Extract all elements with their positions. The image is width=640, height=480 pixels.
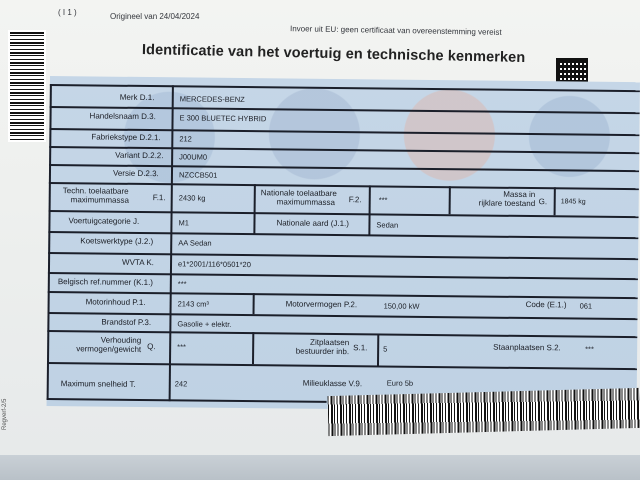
nationale-toel-label: Nationale toelaatbare maximummassa [260, 188, 337, 207]
verhouding-code: Q. [147, 342, 156, 352]
barcode-bottom [328, 388, 640, 436]
wvta-label: WVTA K. [122, 257, 154, 268]
wvta-value: e1*2001/116*0501*20 [177, 259, 251, 270]
variant-label: Variant D.2.2. [115, 150, 164, 161]
merk-value: MERCEDES-BENZ [179, 94, 245, 105]
code-value: 061 [579, 301, 593, 311]
snelheid-value: 242 [174, 379, 188, 389]
original-date: Origineel van 24/04/2024 [110, 12, 200, 21]
snelheid-label: Maximum snelheid T. [60, 379, 136, 389]
motorvermogen-label: Motorvermogen P.2. [285, 299, 358, 310]
nationale-toel-value: *** [378, 195, 388, 205]
nationale-aard-value: Sedan [376, 220, 399, 230]
page-title: Identificatie van het voertuig en technische kenmerken [141, 42, 526, 67]
milieuklasse-label: Milieuklasse V.9. [302, 378, 363, 389]
fabriekstype-label: Fabriekstype D.2.1. [91, 132, 161, 143]
categorie-value: M1 [178, 218, 189, 228]
staanplaatsen-value: *** [585, 344, 594, 354]
versie-value: NZCCB501 [178, 170, 218, 180]
techn-label: Techn. toelaatbare maximummassa [62, 186, 129, 205]
variant-value: J00UM0 [179, 152, 208, 162]
brandstof-value: Gasolie + elektr. [177, 319, 232, 329]
koetswerk-label: Koetswerktype (J.2.) [80, 236, 154, 247]
page-shadow [0, 455, 640, 480]
zitplaatsen-label: Zitplaatsen bestuurder inb. [295, 337, 350, 357]
handelsnaam-value: E 300 BLUETEC HYBRID [179, 113, 267, 124]
handelsnaam-label: Handelsnaam D.3. [89, 111, 156, 122]
fabriekstype-value: 212 [179, 134, 192, 144]
belgisch-value: *** [177, 279, 187, 289]
vehicle-data-form [47, 76, 640, 412]
massa-value: 1845 kg [560, 198, 586, 206]
belgisch-label: Belgisch ref.nummer (K.1.) [57, 277, 154, 288]
side-code: Regverf-2/5 [2, 398, 8, 430]
massa-label: Massa in rijklare toestand [478, 189, 536, 209]
milieuklasse-value: Euro 5b [386, 378, 414, 388]
code-label: Code (E.1.) [525, 299, 567, 310]
page-code: ( I 1 ) [58, 8, 77, 17]
nationale-aard-label: Nationale aard (J.1.) [276, 218, 350, 229]
verhouding-value: *** [177, 342, 186, 352]
barcode-left [8, 30, 46, 142]
import-note: Invoer uit EU: geen certificaat van overeenstemming vereist [289, 24, 502, 37]
brandstof-label: Brandstof P.3. [101, 317, 152, 328]
nationale-toel-code: F.2. [348, 195, 362, 205]
verhouding-label: Verhouding vermogen/gewicht [76, 335, 142, 354]
zitplaatsen-value: 5 [383, 344, 388, 354]
versie-label: Versie D.2.3. [112, 168, 159, 179]
categorie-label: Voertuigcategorie J. [68, 216, 140, 226]
techn-value: 2430 kg [178, 193, 206, 203]
motorvermogen-value: 150,00 kW [383, 301, 420, 311]
staanplaatsen-label: Staanplaatsen S.2. [493, 342, 561, 353]
merk-label: Merk D.1. [119, 92, 155, 103]
motorinhoud-label: Motorinhoud P.1. [85, 297, 146, 308]
zitplaatsen-code: S.1. [353, 343, 368, 353]
koetswerk-value: AA Sedan [178, 238, 212, 248]
techn-code: F.1. [152, 193, 166, 203]
motorinhoud-value: 2143 cm³ [177, 299, 209, 309]
massa-code: G. [538, 197, 548, 207]
